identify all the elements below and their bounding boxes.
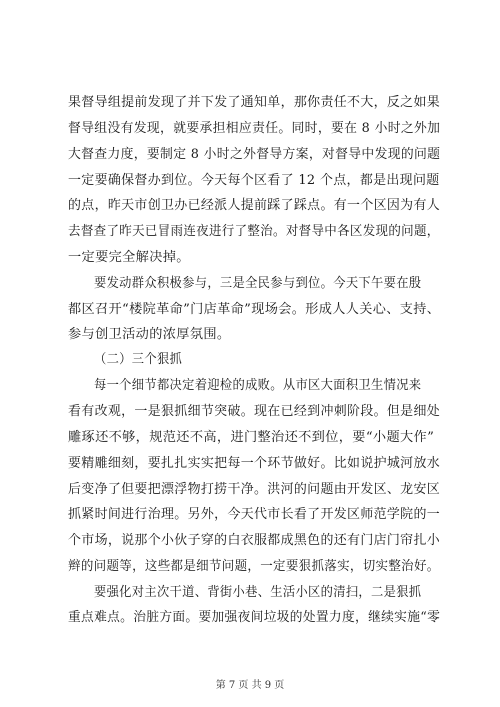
text-line: 都区召开“楼院革命”门店革命”现场会。形成人人关心、支持、 — [68, 302, 441, 317]
text-line: 一定要完全解决掉。 — [68, 250, 190, 265]
text-line: 去督查了昨天已冒雨连夜进行了整治。对督导中各区发现的问题， — [68, 224, 440, 239]
text-line: 督导组没有发现，就要承担相应责任。同时，要在 8 小时之外加 — [68, 121, 441, 136]
text-line: 个市场，说那个小伙子穿的白衣服都成黑色的还有门店门帘扎小 — [68, 533, 441, 548]
text-line: 重点难点。治脏方面。要加强夜间垃圾的处置力度，继续实施“零 — [68, 610, 441, 625]
text-line: 的点，昨天市创卫办已经派人提前踩了踩点。有一个区因为有人 — [68, 198, 441, 213]
text-line: 雕琢还不够，规范还不高，进门整治还不到位，要“小题大作” — [68, 430, 435, 445]
text-line: 参与创卫活动的浓厚氛围。 — [68, 327, 231, 342]
text-line: 看有改观，一是狠抓细节突破。现在已经到冲刺阶段。但是细处 — [68, 404, 441, 419]
paragraph-first-line: 要强化对主次干道、背街小巷、生活小区的清扫，二是狠抓 — [94, 585, 422, 600]
section-heading: （二）三个狠抓 — [94, 352, 183, 367]
text-line: 抓紧时间进行治理。另外，今天代市长看了开发区师范学院的一 — [68, 507, 441, 522]
text-line: 要精雕细刻，要扎扎实实把每一个环节做好。比如说护城河放水 — [68, 456, 441, 471]
text-line: 后变净了但要把漂浮物打捞干净。洪河的问题由开发区、龙安区 — [68, 482, 441, 497]
text-line: 辫的问题等，这些都是细节问题，一定要狠抓落实，切实整治好。 — [68, 559, 440, 574]
paragraph-first-line: 每一个细节都决定着迎检的成败。从市区大面积卫生情况来 — [94, 378, 422, 393]
page-number-footer: 第 7 页 共 9 页 — [215, 680, 285, 691]
text-line: 大督查力度，要制定 8 小时之外督导方案，对督导中发现的问题 — [68, 147, 441, 162]
paragraph-first-line: 要发动群众积极参与，三是全民参与到位。今天下午要在殷 — [94, 276, 422, 291]
text-line: 果督导组提前发现了并下发了通知单，那你责任不大，反之如果 — [68, 95, 441, 110]
text-line: 一定要确保督办到位。今天每个区看了 12 个点，都是出现问题 — [68, 173, 440, 188]
